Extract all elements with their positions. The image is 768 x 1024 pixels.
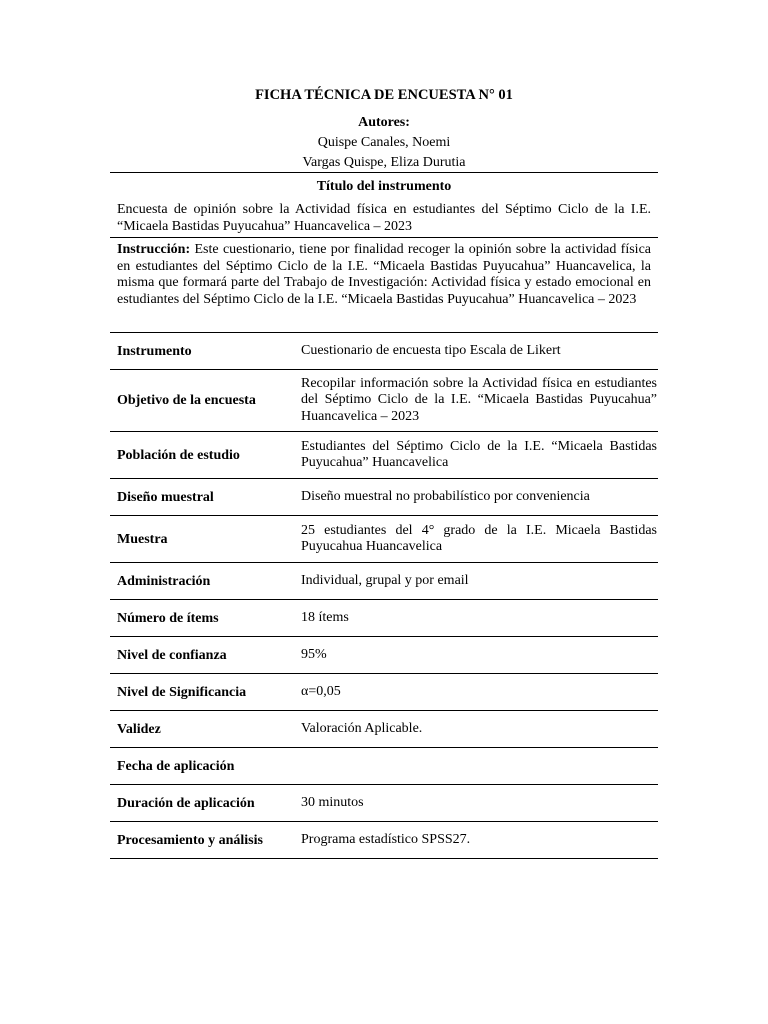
instrument-title-label: Título del instrumento <box>316 179 452 194</box>
instruction-text: Este cuestionario, tiene por finalidad recoger la opinión sobre la actividad física en estudiantes del Séptimo Ciclo de la I.E. “Micaela Bastidas Puyucahua” Huancavelica, la misma que formará parte del Trabajo de Investigación: Actividad física y estado emocional en estudiantes del Séptimo Ciclo de la I.E. “Micaela Bastidas Puyucahua” Huancavelica – 2023 <box>117 242 651 307</box>
row-label: Duración de aplicación <box>117 795 255 811</box>
row-label: Administración <box>117 573 211 589</box>
table-row <box>110 432 658 478</box>
row-value: 30 minutos <box>301 794 364 810</box>
row-label: Muestra <box>117 531 168 547</box>
row-label: Diseño muestral <box>117 489 214 505</box>
table-row <box>110 748 658 784</box>
row-label: Instrumento <box>117 343 192 359</box>
row-value: Cuestionario de encuesta tipo Escala de Likert <box>301 342 561 358</box>
author-name: Quispe Canales, Noemi <box>317 135 451 150</box>
row-label: Nivel de confianza <box>117 647 227 663</box>
divider <box>110 237 658 238</box>
table-row <box>110 785 658 821</box>
author-name: Vargas Quispe, Eliza Durutia <box>302 155 466 170</box>
table-row <box>110 516 658 562</box>
table-row <box>110 674 658 710</box>
document-title: FICHA TÉCNICA DE ENCUESTA N° 01 <box>255 87 513 103</box>
instruction-block <box>117 242 651 308</box>
row-value: 25 estudiantes del 4° grado de la I.E. Micaela Bastidas Puyucahua Huancavelica <box>301 522 657 554</box>
table-row <box>110 333 658 369</box>
table-row <box>110 711 658 747</box>
table-bottom-border <box>110 858 658 859</box>
table-row <box>110 822 658 858</box>
row-label: Procesamiento y análisis <box>117 832 263 848</box>
table-row <box>110 563 658 599</box>
authors-label: Autores: <box>358 115 410 130</box>
table-row <box>110 479 658 515</box>
row-value: Programa estadístico SPSS27. <box>301 831 471 847</box>
table-row <box>110 600 658 636</box>
row-label: Objetivo de la encuesta <box>117 393 256 408</box>
row-label: Fecha de aplicación <box>117 758 235 774</box>
row-label: Nivel de Significancia <box>117 684 247 700</box>
row-value: Individual, grupal y por email <box>301 572 469 588</box>
row-value: Recopilar información sobre la Actividad física en estudiantes del Séptimo Ciclo de la I.E. “Micaela Bastidas Puyucahua” Huancavelica – 2023 <box>301 375 657 424</box>
row-label: Validez <box>117 721 161 737</box>
instruction-label: Instrucción: <box>117 242 191 257</box>
row-label: Población de estudio <box>117 447 240 463</box>
table-row <box>110 370 658 431</box>
row-value: 95% <box>301 646 327 662</box>
row-label: Número de ítems <box>117 610 219 626</box>
table-row <box>110 637 658 673</box>
row-value: 18 ítems <box>301 609 349 625</box>
divider <box>110 172 658 173</box>
instrument-title-text: Encuesta de opinión sobre la Actividad física en estudiantes del Séptimo Ciclo de la I.E. “Micaela Bastidas Puyucahua” Huancavelica – 2023 <box>117 202 651 234</box>
row-value: Valoración Aplicable. <box>301 720 423 736</box>
row-value: α=0,05 <box>301 683 341 699</box>
authors-block <box>110 113 658 173</box>
row-value: Estudiantes del Séptimo Ciclo de la I.E. “Micaela Bastidas Puyucahua” Huancavelica <box>301 438 657 470</box>
row-value: Diseño muestral no probabilístico por conveniencia <box>301 488 590 504</box>
